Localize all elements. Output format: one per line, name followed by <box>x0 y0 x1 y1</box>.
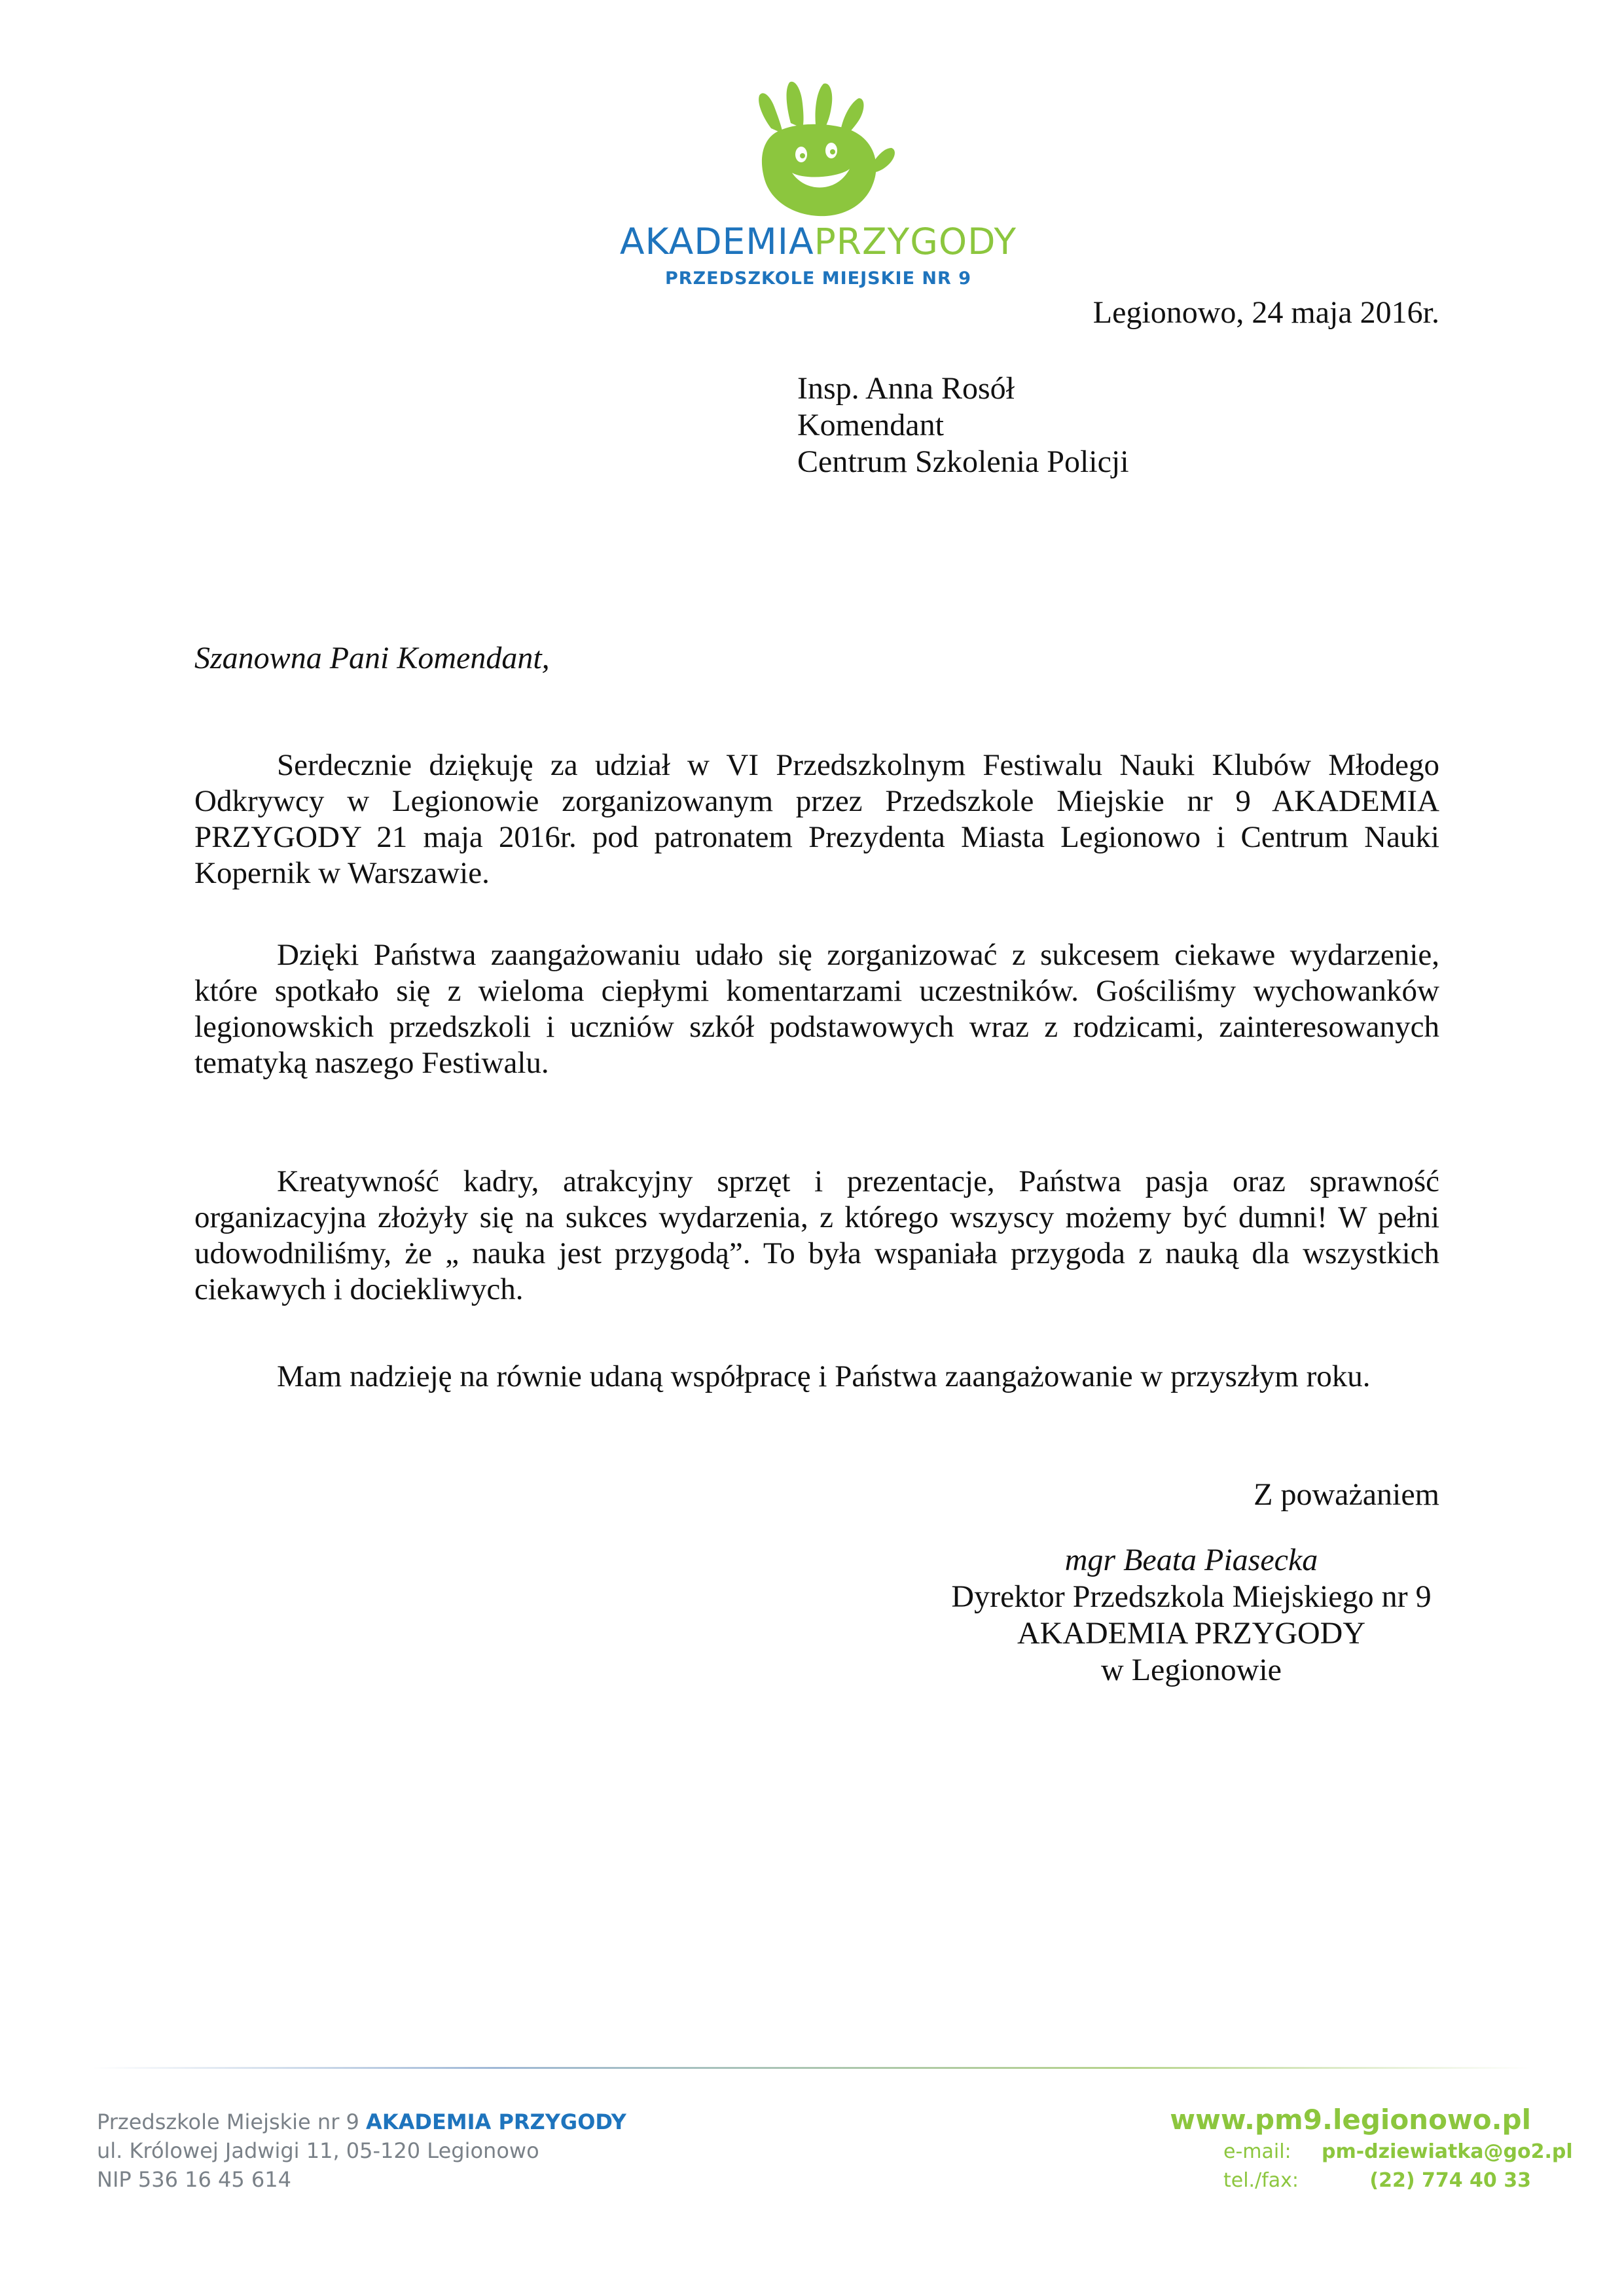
footer-contact <box>1170 2102 1573 2195</box>
logo-name-part2: PRZYGODY <box>814 221 1017 262</box>
footer-street: ul. Królowej Jadwigi 11, 05-120 Legionowo <box>97 2138 539 2163</box>
signatory-location: w Legionowie <box>1101 1653 1282 1687</box>
letter-paragraph <box>194 1164 1439 1308</box>
footer-email[interactable]: pm-dziewiatka@go2.pl <box>1322 2140 1573 2163</box>
hand-print-smiley-icon <box>745 77 902 223</box>
footer-address <box>97 2108 626 2194</box>
footer-institution-prefix: Przedszkole Miejskie nr 9 <box>97 2109 359 2134</box>
footer-institution-brand: AKADEMIA PRZYGODY <box>366 2109 626 2134</box>
email-label: e-mail: <box>1223 2140 1291 2163</box>
paragraph-text: Mam nadzieję na równie udaną współpracę i Państwa zaangażowanie w przyszłym roku. <box>277 1359 1371 1393</box>
closing: Z poważaniem <box>1254 1477 1439 1512</box>
recipient-organization: Centrum Szkolenia Policji <box>797 444 1129 479</box>
logo-name-part1: AKADEMIA <box>619 221 814 262</box>
footer-institution <box>97 2108 626 2136</box>
salutation: Szanowna Pani Komendant, <box>194 641 550 675</box>
recipient-title: Komendant <box>797 408 944 442</box>
logo-subtitle: PRZEDSZKOLE MIEJSKIE NR 9 <box>665 268 971 289</box>
footer-phone: (22) 774 40 33 <box>1369 2169 1531 2192</box>
phone-label: tel./fax: <box>1223 2169 1299 2192</box>
signatory-title: Dyrektor Przedszkola Miejskiego nr 9 <box>951 1579 1432 1614</box>
letter-date: Legionowo, 24 maja 2016r. <box>1092 295 1439 330</box>
letter-paragraph <box>194 937 1439 1081</box>
footer-email-row <box>1170 2138 1573 2166</box>
signatory-institution: AKADEMIA PRZYGODY <box>1017 1616 1365 1651</box>
logo-wordmark <box>609 219 1028 264</box>
signatory-name: mgr Beata Piasecka <box>1064 1543 1318 1577</box>
header-logo <box>0 0 1624 308</box>
paragraph-text: Kreatywność kadry, atrakcyjny sprzęt i prezentacje, Państwa pasja oraz sprawność organizacyjna złożyły się na sukces wydarzenia, z którego wszyscy możemy być dumni! W pełni udowodniliśmy, że „ nauka jest przygodą”. To była wspaniała przygoda z nauką dla wszystkich ciekawych i dociekliwych. <box>194 1164 1439 1306</box>
signature-block <box>916 1542 1466 1689</box>
letter-paragraph <box>194 1359 1439 1395</box>
paragraph-text: Dzięki Państwa zaangażowaniu udało się zorganizować z sukcesem ciekawe wydarzenie, które spotkało się z wieloma ciepłymi komentarzami uczestników. Gościliśmy wychowanków legionowskich przedszkoli i uczniów szkół podstawowych wraz z rodzicami, zainteresowanych tematyką naszego Festiwalu. <box>194 938 1439 1080</box>
recipient-block <box>797 370 1129 480</box>
footer-website[interactable]: www.pm9.legionowo.pl <box>1170 2104 1531 2136</box>
footer-nip: NIP 536 16 45 614 <box>97 2167 291 2192</box>
recipient-name: Insp. Anna Rosół <box>797 371 1015 406</box>
paragraph-text: Serdecznie dziękuję za udział w VI Przedszkolnym Festiwalu Nauki Klubów Młodego Odkrywcy w Legionowie zorganizowanym przez Przedszkole Miejskie nr 9 AKADEMIA PRZYGODY 21 maja 2016r. pod patronatem Prezydenta Miasta Legionowo i Centrum Nauki Kopernik w Warszawie. <box>194 748 1439 890</box>
letter-paragraph <box>194 747 1439 891</box>
footer-phone-row <box>1170 2166 1531 2195</box>
footer-divider <box>92 2067 1532 2069</box>
